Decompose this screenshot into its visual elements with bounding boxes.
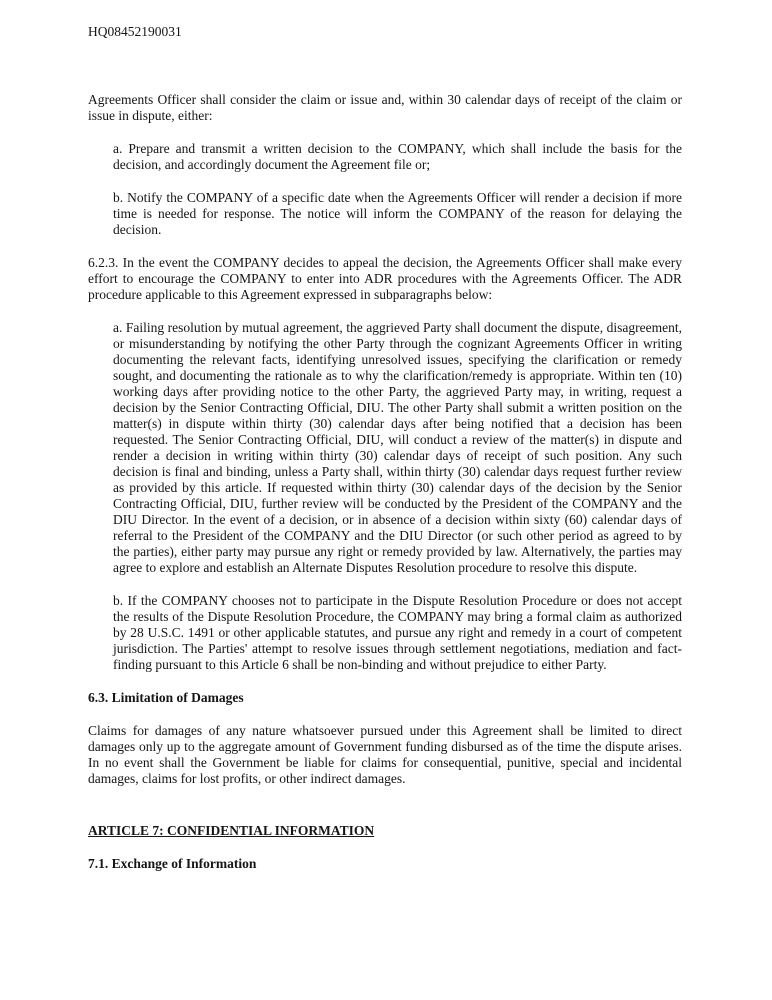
paragraph-6-2-3-appeal: 6.2.3. In the event the COMPANY decides to appeal the decision, the Agreements Officer shall make every effort to encourage the COMPANY to enter into ADR procedures with the Agreements Officer. The ADR procedure applicable to this Agreement expressed in subparagraphs below: [88,255,682,302]
section-heading-6-3-limitation-of-damages: 6.3. Limitation of Damages [88,690,244,705]
document-id: HQ08452190031 [88,24,182,39]
paragraph-claims-for-damages: Claims for damages of any nature whatsoever pursued under this Agreement shall be limited to direct damages only up to the aggregate amount of Government funding disbursed as of the time the dispute arises. In no event shall the Government be liable for claims for consequential, punitive, special and incidental damages, claims for lost profits, or other indirect damages. [88,723,682,786]
subparagraph-b-dispute-resolution: b. If the COMPANY chooses not to participate in the Dispute Resolution Procedure or does not accept the results of the Dispute Resolution Procedure, the COMPANY may bring a formal claim as authorized by 28 U.S.C. 1491 or other applicable statutes, and pursue any right and remedy in a court of competent jurisdiction. The Parties' attempt to resolve issues through settlement negotiations, mediation and fact-finding pursuant to this Article 6 shall be non-binding and without prejudice to either Party. [113,593,682,672]
subparagraph-b-notify-company: b. Notify the COMPANY of a specific date when the Agreements Officer will render a decision if more time is needed for response. The notice will inform the COMPANY of the reason for delaying the decision. [113,190,682,237]
subparagraph-a-failing-resolution: a. Failing resolution by mutual agreement, the aggrieved Party shall document the dispute, disagreement, or misunderstanding by notifying the other Party through the cognizant Agreements Officer in writing documenting the relevant facts, identifying unresolved issues, specifying the clarification or remedy sought, and documenting the rationale as to why the clarification/remedy is appropriate. Within ten (10) working days after providing notice to the other Party, the aggrieved Party may, in writing, request a decision by the Senior Contracting Official, DIU. The other Party shall submit a written position on the matter(s) in dispute within thirty (30) calendar days after being notified that a decision has been requested. The Senior Contracting Official, DIU, will conduct a review of the matter(s) in dispute and render a decision in writing within thirty (30) calendar days of receipt of such position. Any such decision is final and binding, unless a Party shall, within thirty (30) calendar days request further review as provided by this article. If requested within thirty (30) calendar days of the decision by the Senior Contracting Official, DIU, further review will be conducted by the President of the COMPANY and the DIU Director. In the event of a decision, or in absence of a decision within sixty (60) calendar days of referral to the President of the COMPANY and the DIU Director (or such other period as agreed to by the parties), either party may pursue any right or remedy provided by law. Alternatively, the parties may agree to explore and establish an Alternate Disputes Resolution procedure to resolve this dispute. [113,320,682,575]
section-heading-7-1-exchange-of-information: 7.1. Exchange of Information [88,856,257,871]
subparagraph-a-prepare-decision: a. Prepare and transmit a written decision to the COMPANY, which shall include the basis for the decision, and accordingly document the Agreement file or; [113,141,682,172]
article-heading-7-confidential-information: ARTICLE 7: CONFIDENTIAL INFORMATION [88,823,375,838]
paragraph-claim-consideration: Agreements Officer shall consider the claim or issue and, within 30 calendar days of receipt of the claim or issue in dispute, either: [88,92,682,123]
